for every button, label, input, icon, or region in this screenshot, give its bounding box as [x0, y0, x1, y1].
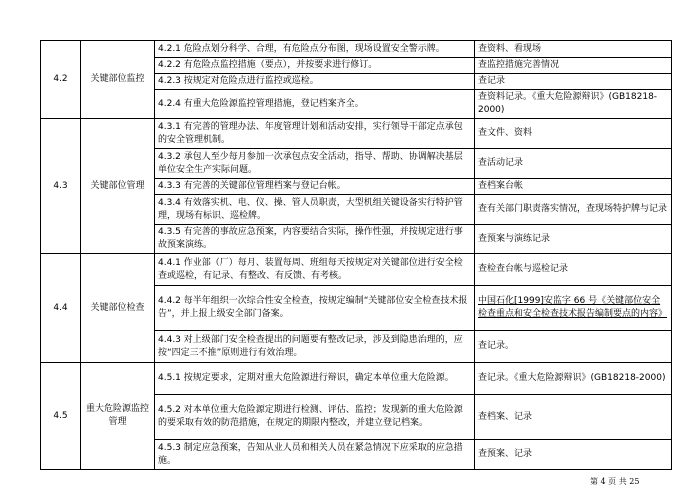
requirement-cell: 4.4.2 每半年组织一次综合性安全检查，按规定编制“关键部位安全检查技术报告”，并上报上级安全部门备案。	[155, 286, 475, 331]
section-title: 关键部位检查	[81, 254, 155, 363]
section-number: 4.5	[41, 363, 81, 470]
section-title: 关键部位管理	[81, 119, 155, 254]
page-number: 第 4 页 共 25	[590, 477, 640, 486]
table-row	[41, 41, 672, 58]
check-method-cell: 查记录	[475, 74, 672, 90]
check-method-cell: 查档案台帐	[475, 179, 672, 195]
check-method-cell: 查监控措施完善情况	[475, 58, 672, 74]
check-method-cell: 查资料、看现场	[475, 41, 672, 58]
requirement-cell: 4.2.1 危险点划分科学、合理，有危险点分布图，现场设置安全警示牌。	[155, 41, 475, 58]
check-method-cell: 查预案与演练记录	[475, 225, 672, 254]
table-row	[41, 119, 672, 149]
requirement-cell: 4.3.1 有完善的管理办法、年度管理计划和活动安排，实行领导干部定点承包的安全管理机制。	[155, 119, 475, 149]
table-row	[41, 363, 672, 395]
requirement-cell: 4.5.1 按规定要求，定期对重大危险源进行辩识，确定本单位重大危险源。	[155, 363, 475, 395]
check-method-cell: 查活动记录	[475, 149, 672, 179]
requirement-cell: 4.4.1 作业部（厂）每月、装置每周、班组每天按规定对关键部位进行安全检查或巡检，有记录、有整改、有反馈、有考核。	[155, 254, 475, 286]
checklist-body	[41, 41, 672, 470]
section-title: 重大危险源监控管理	[81, 363, 155, 470]
check-method-cell: 查档案、记录	[475, 395, 672, 440]
requirement-cell: 4.3.3 有完善的关键部位管理档案与登记台帐。	[155, 179, 475, 195]
requirement-cell: 4.2.2 有危险点监控措施（要点），并按要求进行修订。	[155, 58, 475, 74]
table-row	[41, 254, 672, 286]
section-number: 4.2	[41, 41, 81, 119]
requirement-cell: 4.5.2 对本单位重大危险源定期进行检测、评估、监控；发现新的重大危险源的要采取有效的防范措施，在规定的期限内整改，并建立登记档案。	[155, 395, 475, 440]
check-method-cell: 查文件、资料	[475, 119, 672, 149]
requirement-cell: 4.4.3 对上级部门安全检查提出的问题要有整改记录，涉及到隐患治理的，应按“四定三不推”原则进行有效治理。	[155, 331, 475, 363]
requirement-cell: 4.3.4 有效落实机、电、仪、操、管人员职责，大型机组关键设备实行特护管理，现场有标识、巡检牌。	[155, 195, 475, 225]
requirement-cell: 4.2.4 有重大危险源监控管理措施，登记档案齐全。	[155, 90, 475, 119]
section-number: 4.4	[41, 254, 81, 363]
check-method-cell: 查检查台帐与巡检记录	[475, 254, 672, 286]
check-method-cell: 查预案、记录	[475, 440, 672, 470]
requirement-cell: 4.3.5 有完善的事故应急预案，内容要结合实际，操作性强，并按规定进行事故预案演练。	[155, 225, 475, 254]
check-method-cell: 中国石化[1999]安监字 66 号《关键部位安全检查重点和安全检查技术报告编制要点的内容》	[475, 286, 672, 331]
check-method-cell: 查有关部门职责落实情况，查现场特护牌与记录	[475, 195, 672, 225]
checklist-table	[40, 40, 672, 470]
requirement-cell: 4.2.3 按规定对危险点进行监控或巡检。	[155, 74, 475, 90]
section-number: 4.3	[41, 119, 81, 254]
section-title: 关键部位监控	[81, 41, 155, 119]
requirement-cell: 4.5.3 制定应急预案，告知从业人员和相关人员在紧急情况下应采取的应急措施。	[155, 440, 475, 470]
requirement-cell: 4.3.2 承包人至少每月参加一次承包点安全活动，指导、帮助、协调解决基层单位安全生产实际问题。	[155, 149, 475, 179]
check-method-cell: 查记录。《重大危险源辩识》(GB18218-2000)	[475, 363, 672, 395]
check-method-cell: 查记录。	[475, 331, 672, 363]
check-method-cell: 查资料记录。《重大危险源辩识》(GB18218-2000)	[475, 90, 672, 119]
